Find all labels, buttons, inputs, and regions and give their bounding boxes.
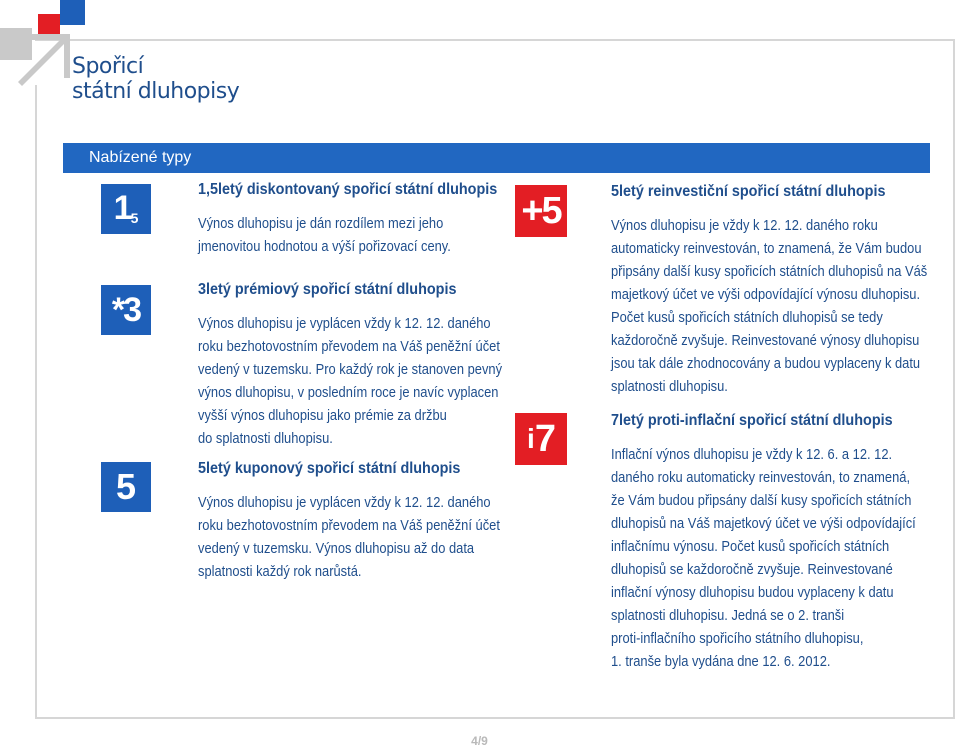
text-line: Inflační výnos dluhopisu je vždy k 12. 6. a 12. 12. — [611, 446, 893, 463]
text-line: připsány další kusy spořicích státních dluhopisů na Váš — [611, 263, 928, 280]
bond-5-coupon-text — [198, 491, 500, 583]
bond-1-5-text — [198, 212, 484, 258]
text-line: proti-inflačního spořicího státního dluhopisu, — [611, 630, 864, 647]
text-line: roku bezhotovostním převodem na Váš peněžní účet — [198, 517, 500, 534]
text-line: výnos dluhopisu, v posledním roce je navíc vyplacen — [198, 384, 499, 401]
page-title — [72, 54, 239, 104]
text-line: jmenovitou hodnotou a výší pořizovací ceny. — [198, 238, 451, 255]
bond-5-reinvest-heading: 5letý reinvestiční spořicí státní dluhopis — [611, 183, 886, 200]
text-line: Výnos dluhopisu je vždy k 12. 12. daného roku — [611, 217, 878, 234]
badge-3: *3 — [101, 285, 151, 335]
badge-i-7-number: 7 — [534, 417, 555, 460]
page-number: 4/9 — [471, 734, 488, 748]
text-line: daného roku automaticky reinvestován, to znamená, — [611, 469, 911, 486]
text-line: 1. tranše byla vydána dne 12. 6. 2012. — [611, 653, 831, 670]
text-line: že Vám budou připsány další kusy spořicích státních — [611, 492, 912, 509]
bond-1-5-section — [198, 180, 531, 258]
text-line: splatnosti dluhopisu. Jedná se o 2. tranši — [611, 607, 845, 624]
text-line: každoročně zvyšuje. Reinvestované výnosy dluhopisu — [611, 332, 920, 349]
text-line: automaticky reinvestován, to znamená, že Vám budou — [611, 240, 922, 257]
text-line: vyšší výnos dluhopisu jako prémie za držbu — [198, 407, 447, 424]
text-line: Výnos dluhopisu je vyplácen vždy k 12. 12. daného — [198, 315, 491, 332]
text-line: jsou tak dále zhodnocovány a budou vyplaceny k datu — [611, 355, 921, 372]
badge-1-5-small: 5 — [130, 210, 139, 226]
bond-3-section — [198, 280, 552, 450]
text-line: dluhopisů se každoročně zvyšuje. Reinvestované — [611, 561, 893, 578]
bond-7-heading: 7letý proti-inflační spořicí státní dluhopis — [611, 412, 893, 429]
text-line: dluhopisů na Váš majetkový účet ve výši odpovídající — [611, 515, 916, 532]
bond-7-text — [611, 443, 916, 673]
section-bar — [63, 143, 930, 173]
bond-5-coupon-heading: 5letý kuponový spořicí státní dluhopis — [198, 460, 461, 477]
badge-1-5-big: 1 — [113, 189, 130, 227]
text-line: inflačnímu výnosu. Počet kusů spořicích státních — [611, 538, 890, 555]
bond-5-reinvest-section — [611, 182, 959, 398]
text-line: roku bezhotovostním převodem na Váš peněžní účet — [198, 338, 500, 355]
page-frame-left-edge — [35, 85, 37, 719]
bond-3-heading: 3letý prémiový spořicí státní dluhopis — [198, 281, 457, 298]
bond-7-section — [611, 411, 959, 673]
text-line: majetkový účet ve výši odpovídající výnosu dluhopisu. — [611, 286, 921, 303]
text-line: Výnos dluhopisu je dán rozdílem mezi jeho — [198, 215, 444, 232]
bond-1-5-heading: 1,5letý diskontovaný spořicí státní dluhopis — [198, 181, 498, 198]
badge-1-5 — [101, 184, 151, 234]
text-line: Výnos dluhopisu je vyplácen vždy k 12. 12. daného — [198, 494, 491, 511]
bond-3-text — [198, 312, 502, 450]
bond-5-coupon-section — [198, 459, 549, 583]
text-line: splatnosti dluhopisu. — [611, 378, 728, 395]
text-line: vedený v tuzemsku. Výnos dluhopisu až do data — [198, 540, 475, 557]
badge-plus-5: +5 — [515, 185, 567, 237]
section-bar-label: Nabízené typy — [89, 149, 192, 166]
badge-5: 5 — [101, 462, 151, 512]
text-line: do splatnosti dluhopisu. — [198, 430, 333, 447]
text-line: vedený v tuzemsku. Pro každý rok je stanoven pevný — [198, 361, 503, 378]
text-line: splatnosti každý rok narůstá. — [198, 563, 362, 580]
title-line-2: státní dluhopisy — [72, 79, 240, 104]
text-line: Počet kusů spořicích státních dluhopisů se tedy — [611, 309, 883, 326]
bond-5-reinvest-text — [611, 214, 927, 398]
text-line: inflační výnosy dluhopisu budou vyplaceny k datu — [611, 584, 894, 601]
badge-i-7-letter: i — [527, 423, 534, 454]
title-line-1: Spořicí — [72, 54, 144, 79]
